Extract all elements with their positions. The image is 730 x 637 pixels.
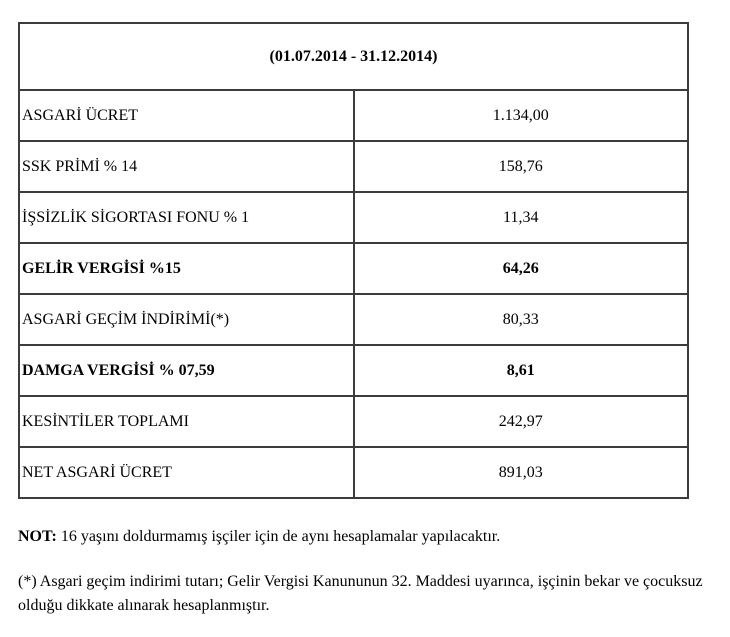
row-value: 891,03 (354, 447, 689, 498)
row-value: 158,76 (354, 141, 689, 192)
row-value: 64,26 (354, 243, 689, 294)
row-label: ASGARİ ÜCRET (19, 90, 354, 141)
table-row (19, 243, 688, 294)
table-header-row (19, 23, 688, 90)
table-row (19, 90, 688, 141)
row-value: 1.134,00 (354, 90, 689, 141)
table-row (19, 447, 688, 498)
row-label: GELİR VERGİSİ %15 (19, 243, 354, 294)
row-value: 242,97 (354, 396, 689, 447)
table-row (19, 396, 688, 447)
row-value: 80,33 (354, 294, 689, 345)
table-row (19, 294, 688, 345)
row-label: KESİNTİLER TOPLAMI (19, 396, 354, 447)
table-row (19, 345, 688, 396)
period-header: (01.07.2014 - 31.12.2014) (19, 23, 688, 90)
row-label: NET ASGARİ ÜCRET (19, 447, 354, 498)
row-label: ASGARİ GEÇİM İNDİRİMİ(*) (19, 294, 354, 345)
table-row (19, 192, 688, 243)
footnote-paragraph: (*) Asgari geçim indirimi tutarı; Gelir Vergisi Kanununun 32. Maddesi uyarınca, işçinin bekar ve çocuksuz olduğu dikkate alınarak hesaplanmıştır. (18, 573, 703, 614)
row-label: DAMGA VERGİSİ % 07,59 (19, 345, 354, 396)
row-label: SSK PRİMİ % 14 (19, 141, 354, 192)
minimum-wage-table (18, 22, 689, 499)
note-text: 16 yaşını doldurmamış işçiler için de aynı hesaplamalar yapılacaktır. (56, 528, 501, 545)
row-label: İŞSİZLİK SİGORTASI FONU % 1 (19, 192, 354, 243)
row-value: 8,61 (354, 345, 689, 396)
row-value: 11,34 (354, 192, 689, 243)
table-row (19, 141, 688, 192)
note-paragraph (18, 526, 710, 548)
note-label: NOT: (18, 528, 57, 545)
